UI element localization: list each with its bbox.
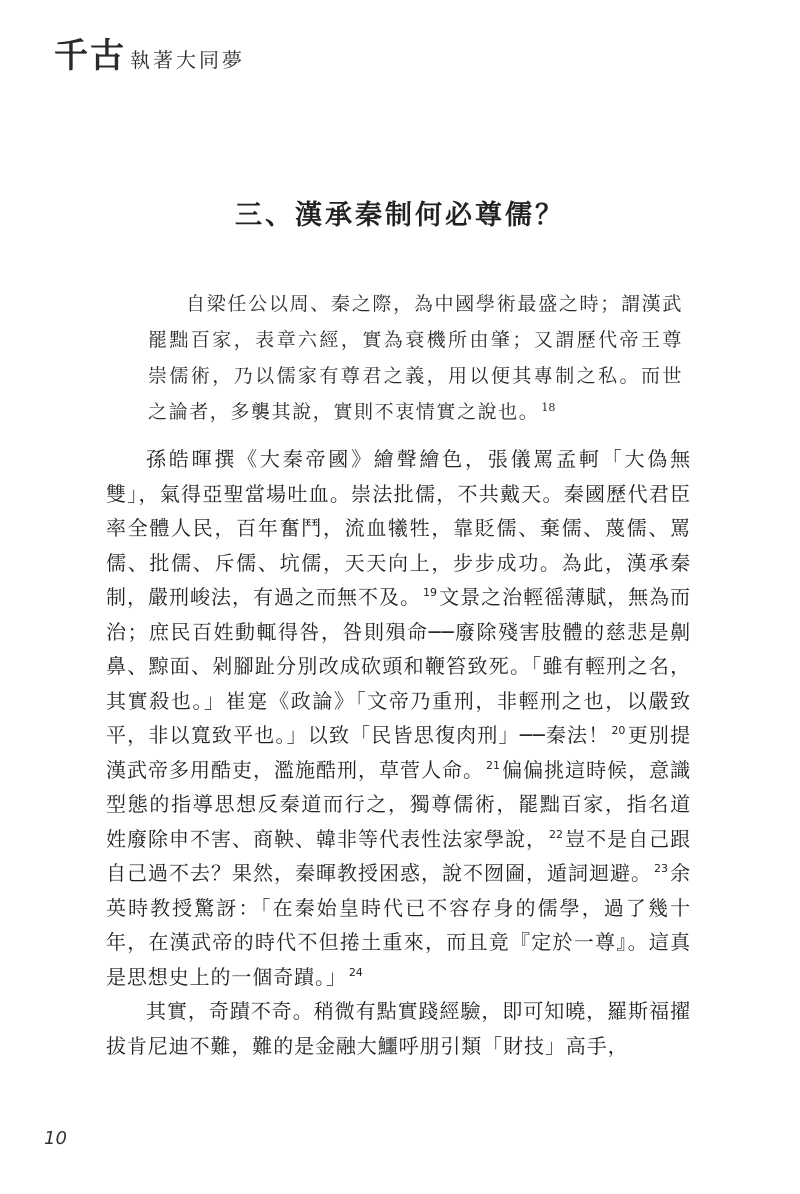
header-title-main: 千古	[54, 36, 126, 76]
body-text-segment: 更別提漢武帝多用酷吏，濫施酷刑，草菅人命。	[106, 723, 691, 782]
quote-paragraph	[148, 286, 683, 430]
body-text-segment: 文景之治輕徭薄賦，無為而治；庶民百姓動輒得咎，咎則殞命──廢除殘害肢體的慈悲是劓鼻、黥面、剁腳趾分別改成砍頭和鞭笞致死。「雖有輕刑之名，其實殺也。」崔寔《政論》「文帝乃重刑，非輕刑之也，以嚴致平，非以寬致平也。」以致「民皆思復肉刑」──秦法！	[106, 585, 691, 747]
header-title-sub: 執著大同夢	[130, 48, 245, 72]
footnote-ref: 20	[611, 724, 626, 738]
footnote-ref: 23	[654, 862, 668, 876]
footnote-ref: 22	[549, 827, 563, 841]
footnote-ref: 24	[348, 965, 363, 979]
section-title: 三、漢承秦制何必尊儒？	[235, 200, 565, 231]
body-text-segment: 豈不是自己跟自己過不去？果然，秦暉教授困惑，說不囫圇，遁詞迴避。	[106, 826, 691, 885]
block-quote	[148, 286, 683, 430]
footnote-ref: 19	[423, 586, 437, 600]
footnote-ref: 18	[541, 400, 556, 414]
body-text-segment: 孫皓暉撰《大秦帝國》繪聲繪色，張儀罵孟軻「大偽無雙」，氣得亞聖當場吐血。崇法批儒，不共戴天。秦國歷代君臣率全體人民，百年奮鬥，流血犧牲，靠貶儒、棄儒、蔑儒、罵儒、批儒、斥儒、坑儒，天天向上，步步成功。為此，漢承秦制，嚴刑峻法，有過之而無不及。	[106, 447, 691, 609]
quote-text: 自梁任公以周、秦之際，為中國學術最盛之時；謂漢武罷黜百家，表章六經，實為衰機所由肇；又謂歷代帝王尊崇儒術，乃以儒家有尊君之義，用以便其專制之私。而世之論者，多襲其說，實則不衷情實之說也。	[148, 293, 683, 423]
running-header	[54, 36, 245, 76]
page-number: 10	[44, 1128, 67, 1149]
body-paragraph	[106, 442, 691, 994]
body-paragraph: 其實，奇蹟不奇。稍微有點實踐經驗，即可知曉，羅斯福擢拔肯尼迪不難，難的是金融大鱷呼朋引類「財技」高手，	[106, 999, 691, 1058]
footnote-ref: 21	[486, 758, 500, 772]
body-text	[106, 442, 691, 1063]
body-text-segment: 偏偏挑這時候，意識型態的指導思想反秦道而行之，獨尊儒術，罷黜百家，指名道姓廢除申不害、商鞅、韓非等代表性法家學說，	[106, 757, 691, 851]
body-text-segment: 余英時教授驚訝：「在秦始皇時代已不容存身的儒學，過了幾十年，在漢武帝的時代不但捲土重來，而且竟『定於一尊』。這真是思想史上的一個奇蹟。」	[106, 861, 691, 989]
